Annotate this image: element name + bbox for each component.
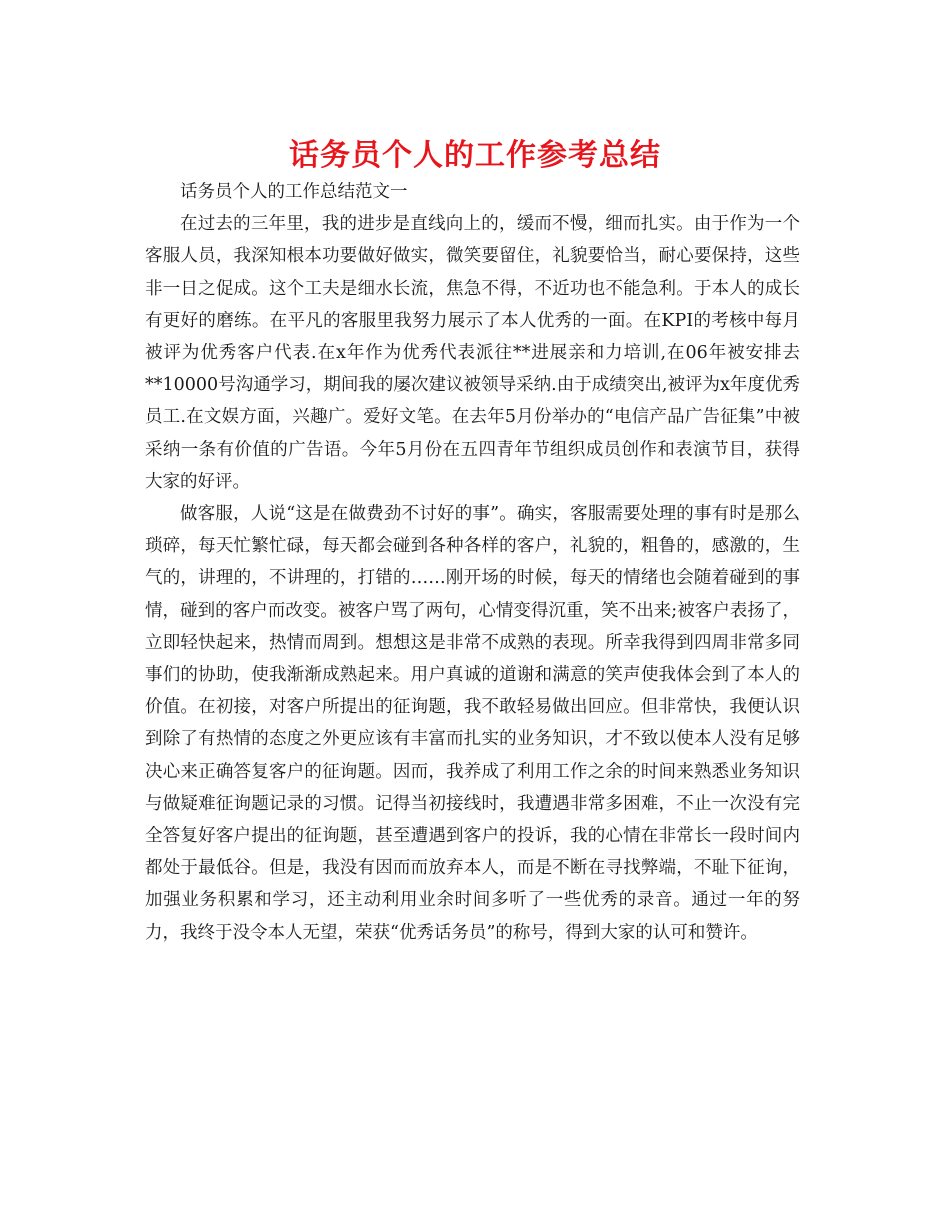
subtitle-paragraph: 话务员个人的工作总结范文一 bbox=[180, 182, 408, 202]
document-title: 话务员个人的工作参考总结 bbox=[289, 138, 661, 173]
body-paragraph: 在过去的三年里，我的进步是直线向上的，缓而不慢，细而扎实。由于作为一个客服人员，我深知根本功要做好做实，微笑要留住，礼貌要恰当，耐心要保持，这些非一日之促成。这个工夫是细水长流，焦急不得，不近功也不能急利。于本人的成长有更好的磨练。在平凡的客服里我努力展示了本人优秀的一面。在KPI的考核中每月被评为优秀客户代表.在x年作为优秀代表派往**进展亲和力培训,在06年被安排去**10000号沟通学习，期间我的屡次建议被领导采纳.由于成绩突出,被评为x年度优秀员工.在文娱方面，兴趣广。爱好文笔。在去年5月份举办的“电信产品广告征集”中被采纳一条有价值的广告语。今年5月份在五四青年节组织成员创作和表演节目，获得大家的好评。 bbox=[145, 214, 800, 492]
body-paragraph: 做客服，人说“这是在做费劲不讨好的事”。确实，客服需要处理的事有时是那么琐碎，每天忙繁忙碌，每天都会碰到各种各样的客户，礼貌的，粗鲁的，感激的，生气的，讲理的，不讲理的，打错的……刚开场的时候，每天的情绪也会随着碰到的事情，碰到的客户而改变。被客户骂了两句，心情变得沉重，笑不出来;被客户表扬了，立即轻快起来，热情而周到。想想这是非常不成熟的表现。所幸我得到四周非常多同事们的协助，使我渐渐成熟起来。用户真诚的道谢和满意的笑声使我体会到了本人的价值。在初接，对客户所提出的征询题，我不敢轻易做出回应。但非常快，我便认识到除了有热情的态度之外更应该有丰富而扎实的业务知识，才不致以使本人没有足够决心来正确答复客户的征询题。因而，我养成了利用工作之余的时间来熟悉业务知识与做疑难征询题记录的习惯。记得当初接线时，我遭遇非常多困难，不止一次没有完全答复好客户提出的征询题，甚至遭遇到客户的投诉，我的心情在非常长一段时间内都处于最低谷。但是，我没有因而而放弃本人，而是不断在寻找弊端，不耻下征询，加强业务积累和学习，还主动利用业余时间多听了一些优秀的录音。通过一年的努力，我终于没令本人无望，荣获“优秀话务员”的称号，得到大家的认可和赞许。 bbox=[145, 504, 800, 943]
document-body bbox=[145, 176, 800, 949]
